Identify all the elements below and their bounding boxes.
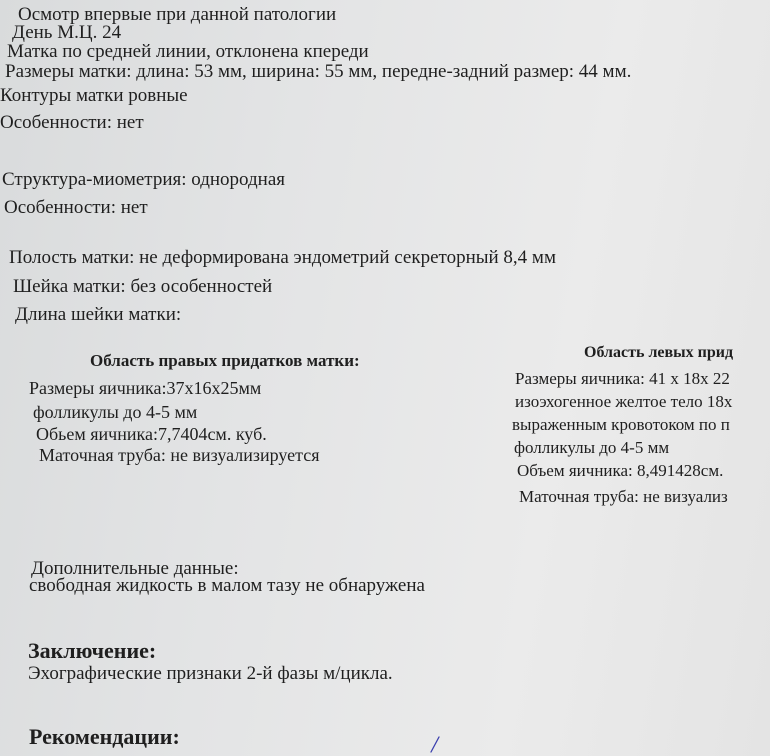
right-fallopian-tube: Маточная труба: не визуализируется (39, 445, 320, 465)
myometrium-features: Особенности: нет (4, 197, 148, 218)
left-ovary-size: Размеры яичника: 41 х 18х 22 (515, 369, 730, 388)
left-blood-flow: выраженным кровотоком по п (512, 415, 730, 434)
uterus-position: Матка по средней линии, отклонена кпереди (7, 41, 369, 62)
myometrium-structure: Структура-миометрия: однородная (2, 169, 286, 190)
free-fluid: свободная жидкость в малом тазу не обнаружена (29, 575, 425, 596)
conclusion-text: Эхографические признаки 2-й фазы м/цикла. (28, 663, 393, 684)
left-fallopian-tube: Маточная труба: не визуализ (519, 487, 728, 506)
conclusion-title: Заключение: (28, 638, 157, 663)
right-adnexa-title: Область правых придатков матки: (90, 351, 360, 370)
additional-title: Дополнительные данные: (31, 558, 239, 579)
left-adnexa-title: Область левых прид (584, 344, 734, 361)
cervix: Шейка матки: без особенностей (13, 276, 273, 297)
uterus-features: Особенности: нет (0, 112, 144, 133)
cervix-length: Длина шейки матки: (15, 304, 182, 325)
cycle-day: День М.Ц. 24 (12, 22, 122, 43)
left-follicles: фолликулы до 4-5 мм (514, 438, 670, 457)
left-ovary-volume: Объем яичника: 8,491428см. (517, 461, 724, 480)
uterus-size: Размеры матки: длина: 53 мм, ширина: 55 мм, передне-задний размер: 44 мм. (5, 61, 632, 82)
uterine-cavity: Полость матки: не деформирована эндометрий секреторный 8,4 мм (9, 247, 556, 268)
right-ovary-volume: Обьем яичника:7,7404см. куб. (36, 424, 267, 444)
right-ovary-size: Размеры яичника:37x16x25мм (29, 378, 262, 398)
exam-note: Осмотр впервые при данной патологии (18, 4, 337, 25)
left-corpus-luteum: изоэхогенное желтое тело 18х (515, 392, 733, 411)
recommendations-title: Рекомендации: (29, 724, 180, 749)
right-follicles: фолликулы до 4-5 мм (33, 402, 198, 422)
uterus-contours: Контуры матки ровные (0, 85, 188, 106)
